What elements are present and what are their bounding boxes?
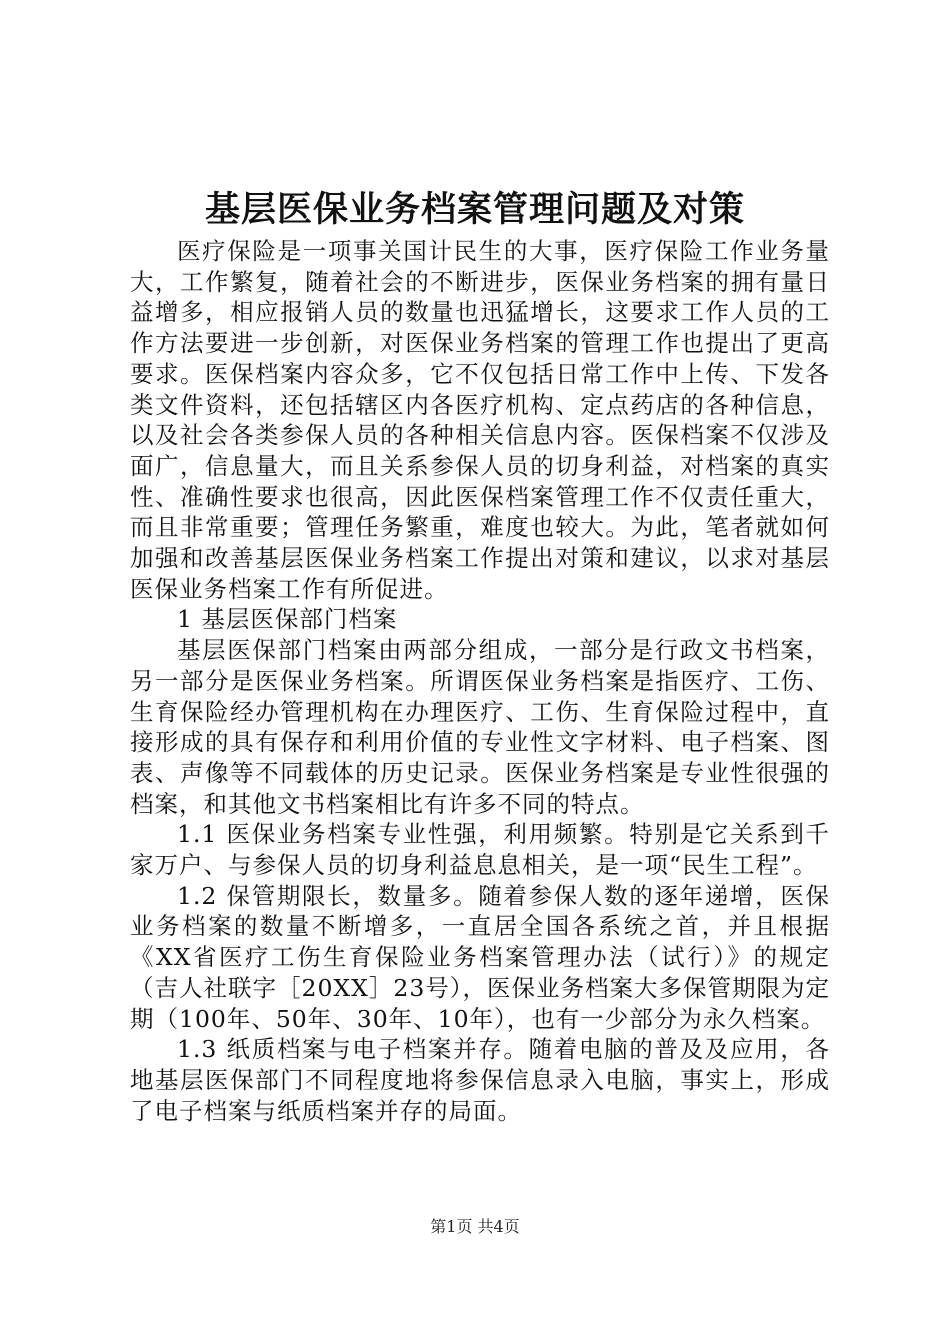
document-title: 基层医保业务档案管理问题及对策	[204, 189, 745, 230]
section-heading-1: 1 基层医保部门档案	[177, 605, 398, 634]
page-footer: 第1页 共4页	[430, 1217, 520, 1236]
subsection-1-1-paragraph: 1.1 医保业务档案专业性强，利用频繁。特别是它关系到千家万户、与参保人员的切身利益息息相关，是一项“民生工程”。	[130, 820, 830, 880]
subsection-1-2-paragraph: 1.2 保管期限长，数量多。随着参保人数的逐年递增，医保业务档案的数量不断增多，一直居全国各系统之首，并且根据《XX省医疗工伤生育保险业务档案管理办法（试行）》的规定（吉人社联字［20XX］23号），医保业务档案大多保管期限为定期（100年、50年、30年、10年），也有一少部分为永久档案。	[130, 881, 831, 1033]
document-body	[130, 236, 830, 1126]
section-1-paragraph: 基层医保部门档案由两部分组成，一部分是行政文书档案，另一部分是医保业务档案。所谓医保业务档案是指医疗、工伤、生育保险经办管理机构在办理医疗、工伤、生育保险过程中，直接形成的具有保存和利用价值的专业性文字材料、电子档案、图表、声像等不同载体的历史记录。医保业务档案是专业性很强的档案，和其他文书档案相比有许多不同的特点。	[130, 636, 830, 818]
subsection-1-3-paragraph: 1.3 纸质档案与电子档案并存。随着电脑的普及及应用，各地基层医保部门不同程度地将参保信息录入电脑，事实上，形成了电子档案与纸质档案并存的局面。	[130, 1035, 830, 1125]
intro-paragraph: 医疗保险是一项事关国计民生的大事，医疗保险工作业务量大，工作繁复，随着社会的不断进步，医保业务档案的拥有量日益增多，相应报销人员的数量也迅猛增长，这要求工作人员的工作方法要进一步创新，对医保业务档案的管理工作也提出了更高要求。医保档案内容众多，它不仅包括日常工作中上传、下发各类文件资料，还包括辖区内各医疗机构、定点药店的各种信息，以及社会各类参保人员的各种相关信息内容。医保档案不仅涉及面广，信息量大，而且关系参保人员的切身利益，对档案的真实性、准确性要求也很高，因此医保档案管理工作不仅责任重大，而且非常重要；管理任务繁重，难度也较大。为此，笔者就如何加强和改善基层医保业务档案工作提出对策和建议，以求对基层医保业务档案工作有所促进。	[130, 237, 830, 603]
